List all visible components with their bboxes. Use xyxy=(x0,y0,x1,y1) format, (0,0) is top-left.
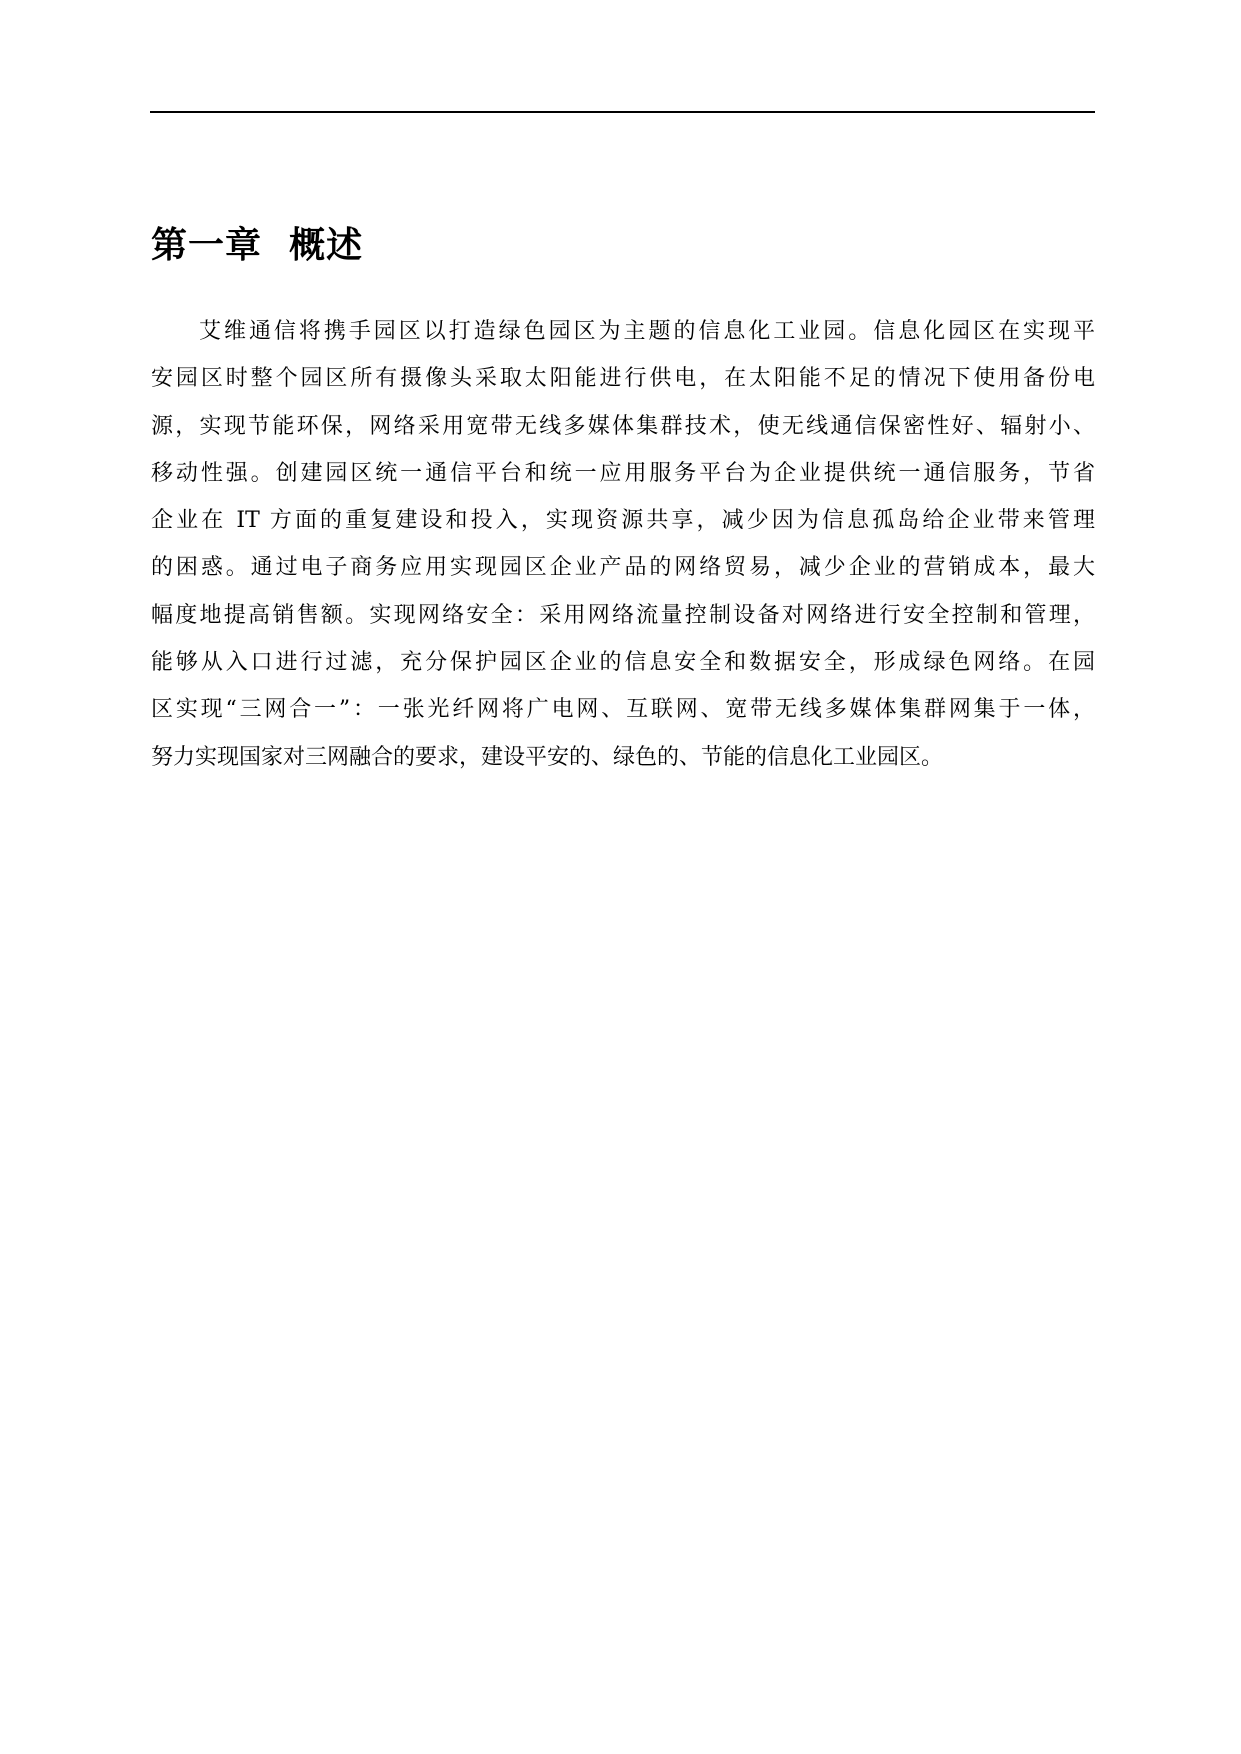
header-rule xyxy=(150,111,1095,113)
paragraph-line: 移动性强。创建园区统一通信平台和统一应用服务平台为企业提供统一通信服务，节省 xyxy=(151,460,1095,486)
paragraph-line: 区实现“三网合一”：一张光纤网将广电网、互联网、宽带无线多媒体集群网集于一体， xyxy=(151,697,1095,723)
paragraph-line: 努力实现国家对三网融合的要求，建设平安的、绿色的、节能的信息化工业园区。 xyxy=(151,744,944,770)
paragraph-line: 幅度地提高销售额。实现网络安全：采用网络流量控制设备对网络进行安全控制和管理， xyxy=(151,602,1095,628)
body-paragraph xyxy=(151,308,1095,781)
paragraph-line: 的困惑。通过电子商务应用实现园区企业产品的网络贸易，减少企业的营销成本，最大 xyxy=(151,555,1095,581)
paragraph-line: 源，实现节能环保，网络采用宽带无线多媒体集群技术，使无线通信保密性好、辐射小、 xyxy=(151,413,1095,439)
paragraph-line: 企业在 IT 方面的重复建设和投入，实现资源共享，减少因为信息孤岛给企业带来管理 xyxy=(151,508,1095,534)
paragraph-line: 能够从入口进行过滤，充分保护园区企业的信息安全和数据安全，形成绿色网络。在园 xyxy=(151,650,1095,676)
chapter-title: 第一章 概述 xyxy=(151,225,364,266)
paragraph-line: 安园区时整个园区所有摄像头采取太阳能进行供电，在太阳能不足的情况下使用备份电 xyxy=(151,366,1095,392)
paragraph-line: 艾维通信将携手园区以打造绿色园区为主题的信息化工业园。信息化园区在实现平 xyxy=(199,319,1095,344)
